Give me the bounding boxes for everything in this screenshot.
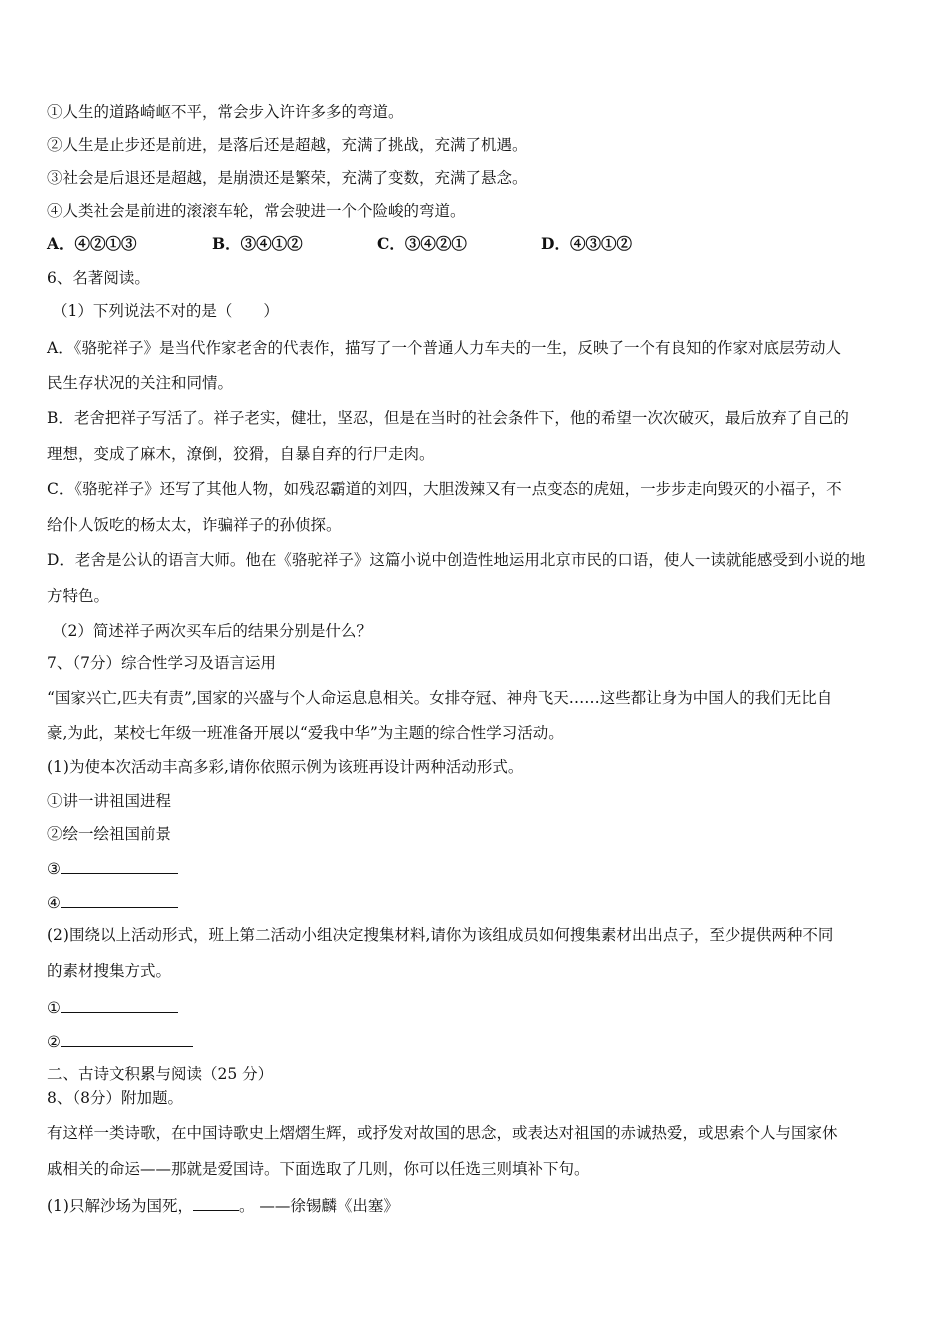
option-c[interactable]: C．③④②① <box>377 234 467 253</box>
q6-option-c-line1[interactable]: C．《骆驼祥子》还写了其他人物，如残忍霸道的刘四，大胆泼辣又有一点变态的虎妞，一步步走向毁灭的小福子，不 <box>47 480 842 498</box>
q6-sub1: （1）下列说法不对的是（ ） <box>52 302 279 320</box>
q7-sub1: (1)为使本次活动丰高多彩,请你依照示例为该班再设计两种活动形式。 <box>47 758 524 776</box>
section-2-title: 二、古诗文积累与阅读（25 分） <box>47 1065 274 1083</box>
sequence-item-1: ①人生的道路崎岖不平，常会步入许许多多的弯道。 <box>47 103 404 121</box>
q7-blank-4-label: ④ <box>47 894 61 912</box>
answer-blank-4[interactable] <box>61 890 178 908</box>
option-b[interactable]: B．③④①② <box>212 234 303 253</box>
q5-options <box>47 233 667 255</box>
q7-blank-3-row <box>47 856 178 880</box>
q6-option-b-line1[interactable]: B．老舍把祥子写活了。祥子老实，健壮，坚忍，但是在当时的社会条件下，他的希望一次次破灭，最后放弃了自己的 <box>47 409 849 427</box>
q7-title: 7、（7分）综合性学习及语言运用 <box>47 654 276 672</box>
q7-intro-line2: 豪,为此，某校七年级一班准备开展以“爱我中华”为主题的综合性学习活动。 <box>47 724 564 742</box>
q7-sub2-line2: 的素材搜集方式。 <box>47 962 172 980</box>
q8-answer-blank-1[interactable] <box>193 1193 239 1211</box>
answer-blank-2[interactable] <box>61 1029 193 1047</box>
q8-title: 8、（8分）附加题。 <box>47 1089 183 1107</box>
q7-answer-1-label: ① <box>47 999 61 1017</box>
answer-blank-1[interactable] <box>61 995 178 1013</box>
q7-answer-2-row <box>47 1029 193 1053</box>
q7-answer-1-row <box>47 995 178 1019</box>
q7-example-2: ②绘一绘祖国前景 <box>47 825 172 843</box>
q6-option-b-line2: 理想，变成了麻木，潦倒，狡猾，自暴自弃的行尸走肉。 <box>47 445 435 463</box>
sequence-item-2: ②人生是止步还是前进，是落后还是超越，充满了挑战，充满了机遇。 <box>47 136 528 154</box>
q7-example-1: ①讲一讲祖国进程 <box>47 792 172 810</box>
q6-sub2: （2）简述祥子两次买车后的结果分别是什么？ <box>52 622 372 640</box>
q8-item-1 <box>47 1193 399 1217</box>
q7-sub2-line1: (2)围绕以上活动形式，班上第二活动小组决定搜集材料,请你为该组成员如何搜集素材出出点子，至少提供两种不同 <box>47 926 834 944</box>
answer-blank-3[interactable] <box>61 856 178 874</box>
q6-option-a-line2: 民生存状况的关注和同情。 <box>47 374 234 392</box>
q6-option-c-line2: 给仆人饭吃的杨太太，诈骗祥子的孙侦探。 <box>47 516 342 534</box>
option-d[interactable]: D．④③①② <box>541 234 632 253</box>
q8-intro-line2: 戚相关的命运——那就是爱国诗。下面选取了几则，你可以任选三则填补下句。 <box>47 1160 590 1178</box>
q8-intro-line1: 有这样一类诗歌，在中国诗歌史上熠熠生辉，或抒发对故国的思念，或表达对祖国的赤诚热爱，或思索个人与国家休 <box>47 1124 838 1142</box>
q8-item-1-prefix: (1)只解沙场为国死， <box>47 1197 193 1215</box>
q7-answer-2-label: ② <box>47 1033 61 1051</box>
q6-option-d-line1[interactable]: D．老舍是公认的语言大师。他在《骆驼祥子》这篇小说中创造性地运用北京市民的口语，使人一读就能感受到小说的地 <box>47 551 866 569</box>
q7-blank-3-label: ③ <box>47 860 61 878</box>
q6-title: 6、名著阅读。 <box>47 269 150 287</box>
q7-blank-4-row <box>47 890 178 914</box>
q6-option-a-line1[interactable]: A．《骆驼祥子》是当代作家老舍的代表作，描写了一个普通人力车夫的一生，反映了一个有良知的作家对底层劳动人 <box>47 339 841 357</box>
sequence-item-3: ③社会是后退还是超越，是崩溃还是繁荣，充满了变数，充满了悬念。 <box>47 169 528 187</box>
sequence-item-4: ④人类社会是前进的滚滚车轮，常会驶进一个个险峻的弯道。 <box>47 202 466 220</box>
q8-item-1-suffix: 。 ——徐锡麟《出塞》 <box>238 1197 399 1215</box>
q6-option-d-line2: 方特色。 <box>47 587 110 605</box>
option-a[interactable]: A．④②①③ <box>47 234 137 253</box>
q7-intro-line1: “国家兴亡,匹夫有责”,国家的兴盛与个人命运息息相关。女排夺冠、神舟飞天……这些都让身为中国人的我们无比自 <box>47 689 833 707</box>
